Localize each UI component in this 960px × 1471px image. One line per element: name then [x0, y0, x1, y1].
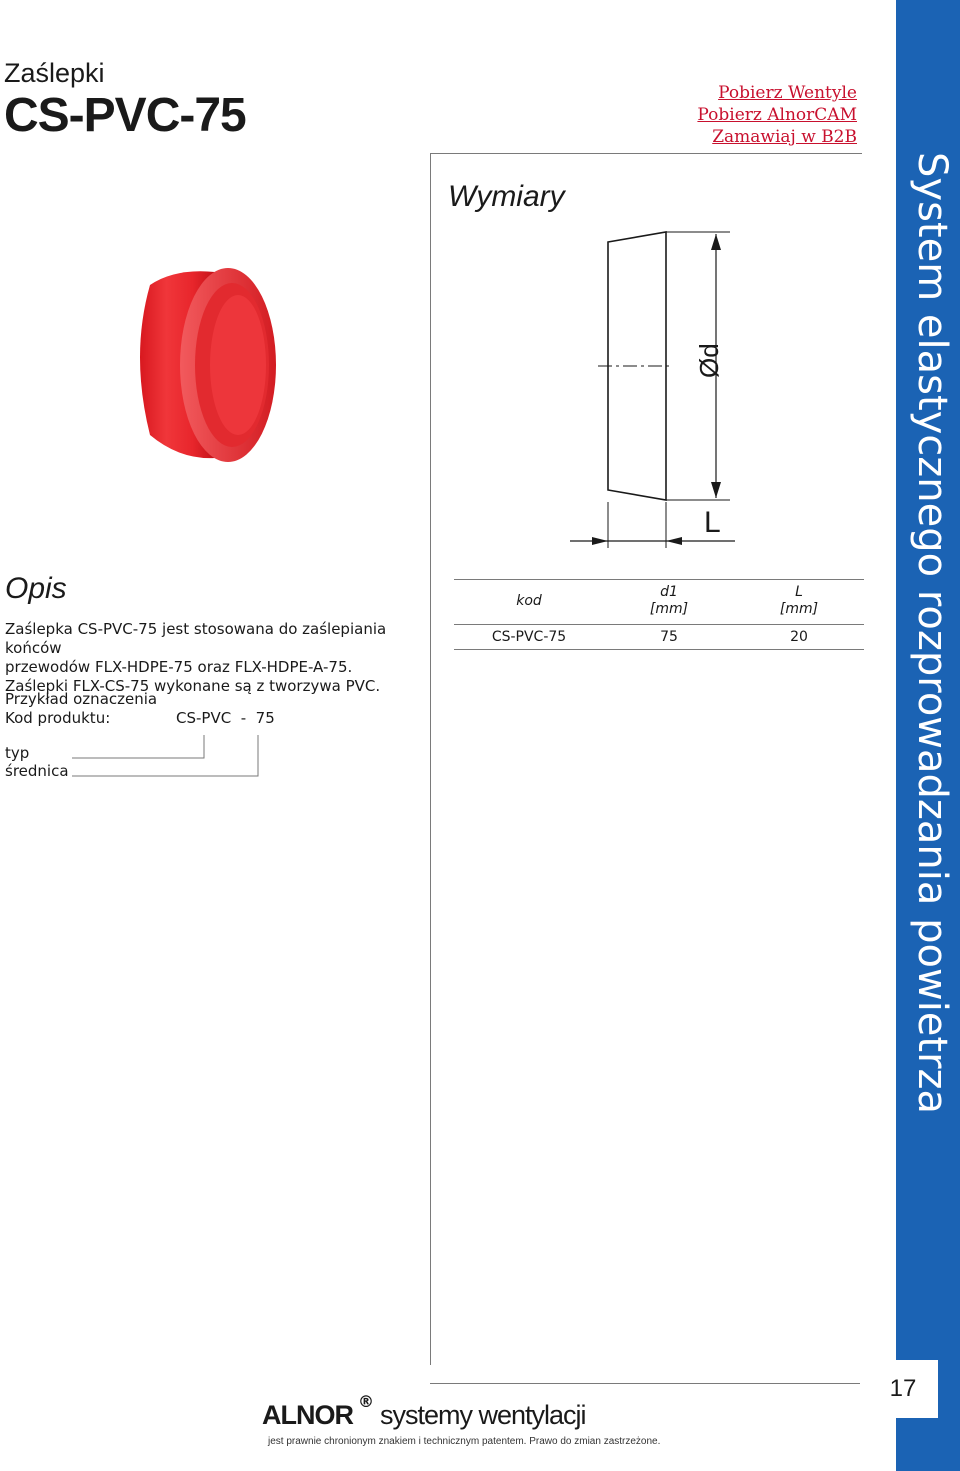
diameter-text-label: średnica	[5, 762, 69, 780]
description-line: przewodów FLX-HDPE-75 oraz FLX-HDPE-A-75.	[5, 658, 353, 676]
description-text	[5, 620, 425, 696]
type-label: typ	[5, 744, 30, 762]
product-photo	[120, 260, 290, 480]
cell-d1: 75	[604, 625, 734, 650]
cell-kod: CS-PVC-75	[454, 625, 604, 650]
description-heading: Opis	[5, 572, 67, 605]
alnor-logo: ALNOR	[262, 1400, 353, 1430]
download-alnorcam-link[interactable]: Pobierz AlnorCAM	[697, 105, 857, 125]
column-divider	[430, 153, 431, 1365]
column-header-kod: kod	[454, 580, 604, 625]
product-code-value: CS-PVC - 75	[176, 709, 275, 727]
description-line: Zaślepka CS-PVC-75 jest stosowana do zaślepiania końców	[5, 620, 387, 657]
top-divider	[430, 153, 862, 154]
product-category: Zaślepki	[4, 58, 105, 88]
diameter-label: Ød	[694, 343, 724, 378]
footer-divider	[430, 1383, 860, 1384]
dimensions-heading: Wymiary	[448, 180, 565, 213]
designation-leader-lines	[70, 732, 270, 782]
product-code-label: Kod produktu:	[5, 709, 111, 727]
dimension-drawing	[560, 220, 760, 560]
table-row	[454, 625, 864, 650]
cell-l: 20	[734, 625, 864, 650]
spec-table	[454, 579, 864, 650]
product-title: CS-PVC-75	[4, 89, 246, 142]
description-line: Zaślepki FLX-CS-75 wykonane są z tworzywa PVC.	[5, 677, 381, 695]
download-wentyle-link[interactable]: Pobierz Wentyle	[718, 83, 857, 103]
designation-example-title: Przykład oznaczenia	[5, 690, 158, 708]
order-b2b-link[interactable]: Zamawiaj w B2B	[712, 127, 857, 147]
footer-legal-note: jest prawnie chronionym znakiem i technicznym patentem. Prawo do zmian zastrzeżone.	[268, 1436, 661, 1447]
sidebar-title: System elastycznego rozprowadzania powietrza	[909, 152, 955, 1115]
length-label: L	[704, 506, 721, 539]
footer-tagline: systemy wentylacji	[380, 1400, 586, 1430]
column-header-d1: d1 [mm]	[604, 580, 734, 625]
download-links	[697, 82, 857, 148]
column-header-l: L [mm]	[734, 580, 864, 625]
registered-mark: ®	[358, 1392, 374, 1411]
page-number: 17	[868, 1360, 938, 1418]
